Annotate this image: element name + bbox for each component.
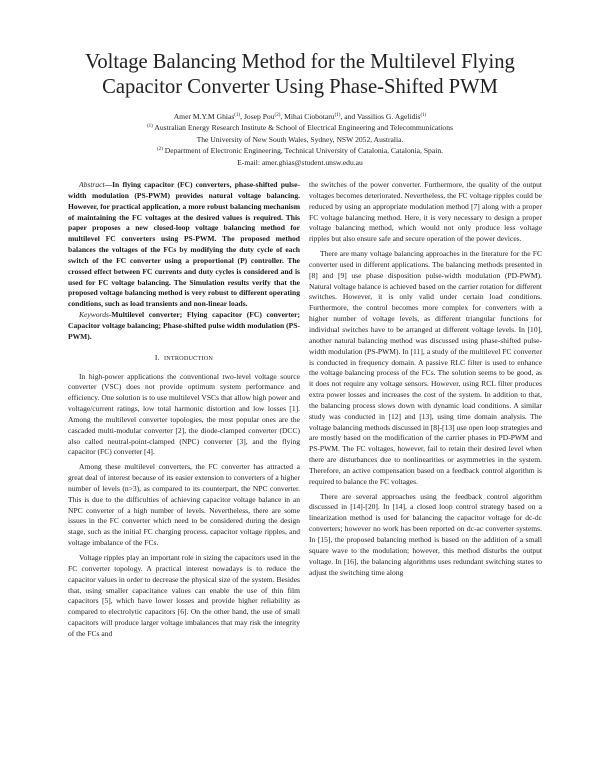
affiliation-mark: (1) bbox=[147, 124, 153, 130]
affiliation-1-line-1: Australian Energy Research Institute & School of Electrical Engineering and Telecommunications bbox=[154, 123, 453, 133]
keywords-text: -Multilevel converter; Flying capacitor (FC) converter; Capacitor voltage balancing; Phase-shifted pulse width modulation (PS-PWM). bbox=[68, 310, 300, 341]
author-name: Mihai Ciobotaru bbox=[284, 112, 335, 121]
affiliation-2 bbox=[30, 145, 570, 156]
abstract bbox=[68, 180, 300, 310]
author-list: Amer M.Y.M Ghias$^{(1)}$, Josep Pou$^{(2)}$, Mihai Ciobotaru$^{(1)}$, and Vassilios G. Agelidis$^{(1)}$ bbox=[173, 112, 427, 121]
keywords-label: Keywords bbox=[79, 310, 109, 320]
left-column bbox=[68, 180, 300, 640]
author-affiliation-mark: (2) bbox=[274, 113, 281, 118]
body-paragraph: Voltage ripples play an important role in sizing the capacitors used in the FC converter topology. A practical interest nowadays is to reduce the capacitor values in order to decrease the physical size of the system. Besides that, using smaller capacitance values can enable the use of thin film capacitors [5], which have lower losses and provide higher reliability as compared to electrolytic capacitors [6]. On the other hand, the use of small capacitors will produce larger voltage imbalances that may risk the integrity of the FCs and bbox=[68, 553, 300, 638]
body-paragraph: the switches of the power converter. Furthermore, the quality of the output voltages becomes deteriorated. Nevertheless, the FC voltage ripples could be reduced by using an appropriate modulation method [7] along with a proper FC voltage balancing method. Here, it is very necessary to design a proper voltage balancing method, which would not only produce less voltage ripples but also ensure safe and secure operation of the power devices. bbox=[309, 180, 542, 244]
author-affiliation-mark: (1) bbox=[420, 113, 427, 118]
affiliation-mark: (2) bbox=[156, 147, 163, 153]
affiliation-1-line-2: The University of New South Wales, Sydney, NSW 2052, Australia. bbox=[196, 134, 404, 144]
paper-title bbox=[40, 50, 560, 100]
author-email: E-mail: amer.ghias@student.unsw.edu.au bbox=[237, 157, 363, 167]
section-number: I. bbox=[154, 352, 160, 362]
body-paragraph: In high-power applications the conventional two-level voltage source converter (VSC) does not provide optimum system performance and efficiency. One solution is to use multilevel VSCs that allow high power and voltage/current ratings, low total harmonic distortion and low losses [1]. Among the multilevel converter topologies, the most popular ones are the cascaded multi-modular converter [2], the diode-clamped converter (DCC) also called neutral-point-clamped (NPC) converter [3], and the flying capacitor (FC) converter [4]. bbox=[68, 371, 300, 457]
title-line-1: Voltage Balancing Method for the Multilevel Flying bbox=[85, 51, 515, 73]
body-paragraph: Among these multilevel converters, the FC converter has attracted a great deal of interest because of its easier extension to converters of a higher number of levels (n>3), as compared to its counterpart, the NPC converter. This is due to the difficulties of achieving capacitor voltage balance in an NPC converter of a high number of levels. Nevertheless, there are some issues in the FC converter which need to be considered during the design stage, such as the initial FC charging process, capacitor voltage ripples, and voltage imbalance of the FCs. bbox=[68, 462, 300, 548]
section-title: INTRODUCTION bbox=[163, 354, 214, 362]
author-name: Josep Pou bbox=[243, 112, 275, 121]
abstract-text: —In flying capacitor (FC) converters, phase-shifted pulse-width modulation (PS-PWM) provides natural voltage balancing. However, for practical application, a more robust balancing mechanism of maintaining the FC voltages at the desired values is required. This paper proposes a new closed-loop voltage balancing method for multilevel FC converters using PS-PWM. The proposed method balances the voltages of the FCs by modifying the duty cycle of each switch of the FC converter using a proportional (P) controller. The crossed effect between FC currents and duty cycles is considered and is used for FC voltage balancing. The Simulation results verify that the proposed voltage balancing method is very robust to different operating conditions, such as load transients and non-linear loads. bbox=[68, 180, 300, 309]
right-column bbox=[309, 180, 542, 578]
author-affiliation-mark: (1) bbox=[334, 113, 341, 118]
title-line-2: Capacitor Converter Using Phase-Shifted PWM bbox=[102, 76, 498, 98]
author-name: Amer M.Y.M Ghias bbox=[173, 112, 235, 121]
affiliation-2-line-1: Department of Electronic Engineering, Technical University of Catalonia, Catalonia, Spain. bbox=[164, 146, 444, 156]
body-paragraph: There are several approaches using the feedback control algorithm discussed in [14]-[20]. In [14], a closed loop control strategy based on a linearization method is used for balancing the capacitor voltage for dc-dc converters; however no work has been reported on dc-ac converter systems. In [15], the proposed balancing method is based on the addition of a small square wave to the modulation; however, this method disturbs the output voltage. In [16], the balancing algorithms uses redundant switching states to adjust the switching time along bbox=[309, 491, 542, 577]
abstract-label: Abstract bbox=[79, 180, 105, 189]
affiliation-1 bbox=[30, 122, 570, 133]
author-name: Vassilios G. Agelidis bbox=[356, 112, 421, 121]
body-paragraph: There are many voltage balancing approaches in the literature for the FC converter used in different applications. The balancing methods presented in [8] and [9] use phase disposition pulse-width modulation (PD-PWM). Natural voltage balance is achieved based on the carrier rotation for different switches. However, it is only valid under certain load conditions. Furthermore, the control becomes more complex for converters with a higher number of voltage levels, as different triangular functions for individual switches have to be arranged at different voltage levels. In [10], another natural balancing method was discussed using phase-shifted pulse-width modulation (PS-PWM). In [11], a study of the multilevel FC converter is conducted in frequency domain. A passive RLC filter is used to enhance the voltage balancing process of the FCs. The solution seems to be good, as it does not require any voltage sensors. However, using RCL filter produces extra power losses and increases the cost of the system. In addition to that, the balancing process slows down with dynamic load conditions. A similar study was conducted in [12] and [13], using time domain analysis. The voltage balancing methods discussed in [8]-[13] use open loop strategies and are mostly based on the modification of the carrier phases in PD-PWM and PS-PWM. The FC voltages, however, fail to retain their desired level when there are disturbances due to nonlinearities or asymmetries in the system. Therefore, an active compensation based on a feedback control algorithm is required to balance the FC voltages. bbox=[309, 249, 542, 486]
section-heading bbox=[68, 353, 300, 365]
keywords bbox=[68, 310, 300, 343]
author-block bbox=[30, 111, 570, 168]
author-affiliation-mark: (1) bbox=[234, 113, 241, 118]
